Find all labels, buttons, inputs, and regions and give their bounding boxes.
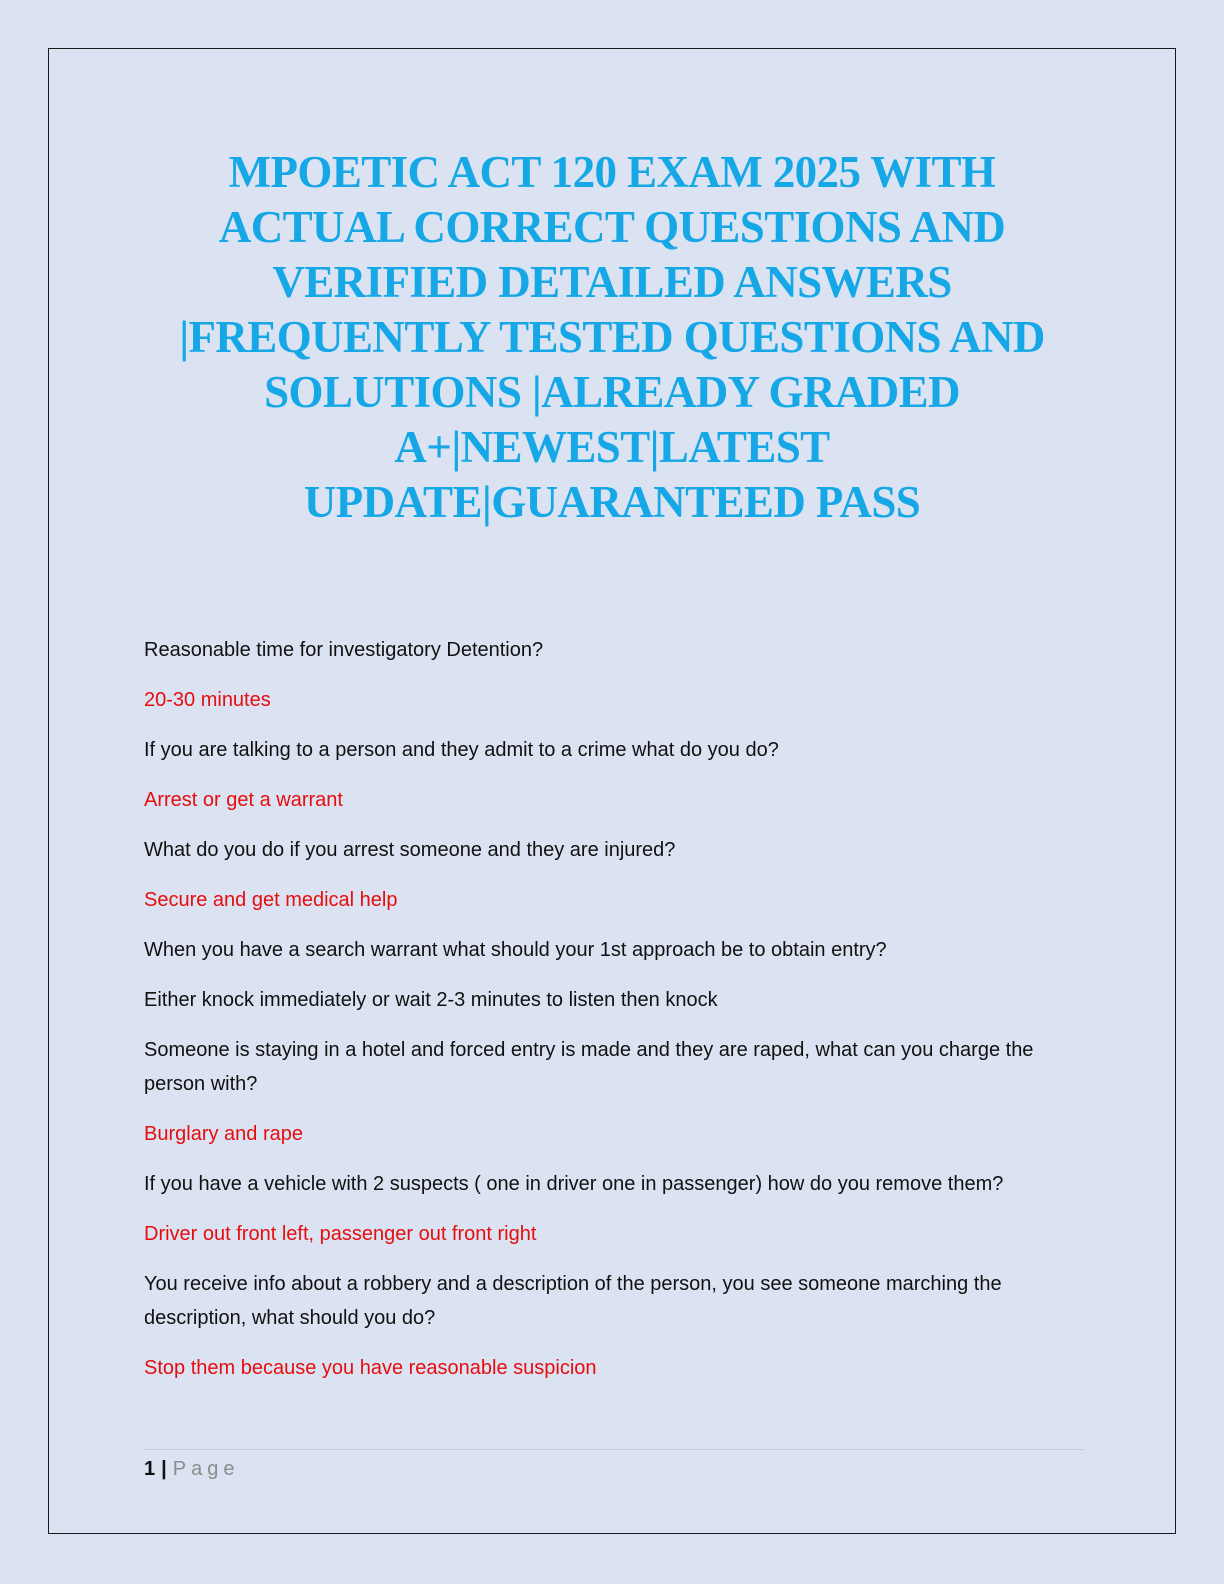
document-title xyxy=(120,145,1104,530)
answer-text: 20-30 minutes xyxy=(144,689,271,711)
title-line: MPOETIC ACT 120 EXAM 2025 WITH xyxy=(228,147,996,197)
qa-list xyxy=(144,633,1084,1401)
page-footer xyxy=(144,1455,239,1483)
question-text: You receive info about a robbery and a description of the person, you see someone marching the description, what should you do? xyxy=(144,1273,1002,1329)
question-text: Someone is staying in a hotel and forced entry is made and they are raped, what can you charge the person with? xyxy=(144,1039,1034,1095)
question-text: What do you do if you arrest someone and they are injured? xyxy=(144,839,676,861)
answer-text: Either knock immediately or wait 2-3 minutes to listen then knock xyxy=(144,989,718,1011)
question-text: When you have a search warrant what should your 1st approach be to obtain entry? xyxy=(144,939,887,961)
answer-text: Burglary and rape xyxy=(144,1123,303,1145)
page-number: 1 xyxy=(144,1458,156,1480)
question-text: If you are talking to a person and they admit to a crime what do you do? xyxy=(144,739,779,761)
footer-divider xyxy=(144,1449,1084,1450)
title-line: UPDATE|GUARANTEED PASS xyxy=(303,477,921,527)
question-text: If you have a vehicle with 2 suspects ( one in driver one in passenger) how do you remove them? xyxy=(144,1173,1004,1195)
footer-separator: | xyxy=(161,1458,167,1480)
title-line: VERIFIED DETAILED ANSWERS xyxy=(272,257,952,307)
title-line: A+|NEWEST|LATEST xyxy=(394,422,830,472)
answer-text: Driver out front left, passenger out front right xyxy=(144,1223,537,1245)
page-label: Page xyxy=(172,1458,240,1480)
question-text: Reasonable time for investigatory Detention? xyxy=(144,639,544,661)
answer-text: Secure and get medical help xyxy=(144,889,398,911)
title-line: ACTUAL CORRECT QUESTIONS AND xyxy=(218,202,1006,252)
title-line: |FREQUENTLY TESTED QUESTIONS AND xyxy=(179,312,1045,362)
answer-text: Stop them because you have reasonable suspicion xyxy=(144,1357,597,1379)
title-line: SOLUTIONS |ALREADY GRADED xyxy=(264,367,960,417)
answer-text: Arrest or get a warrant xyxy=(144,789,343,811)
